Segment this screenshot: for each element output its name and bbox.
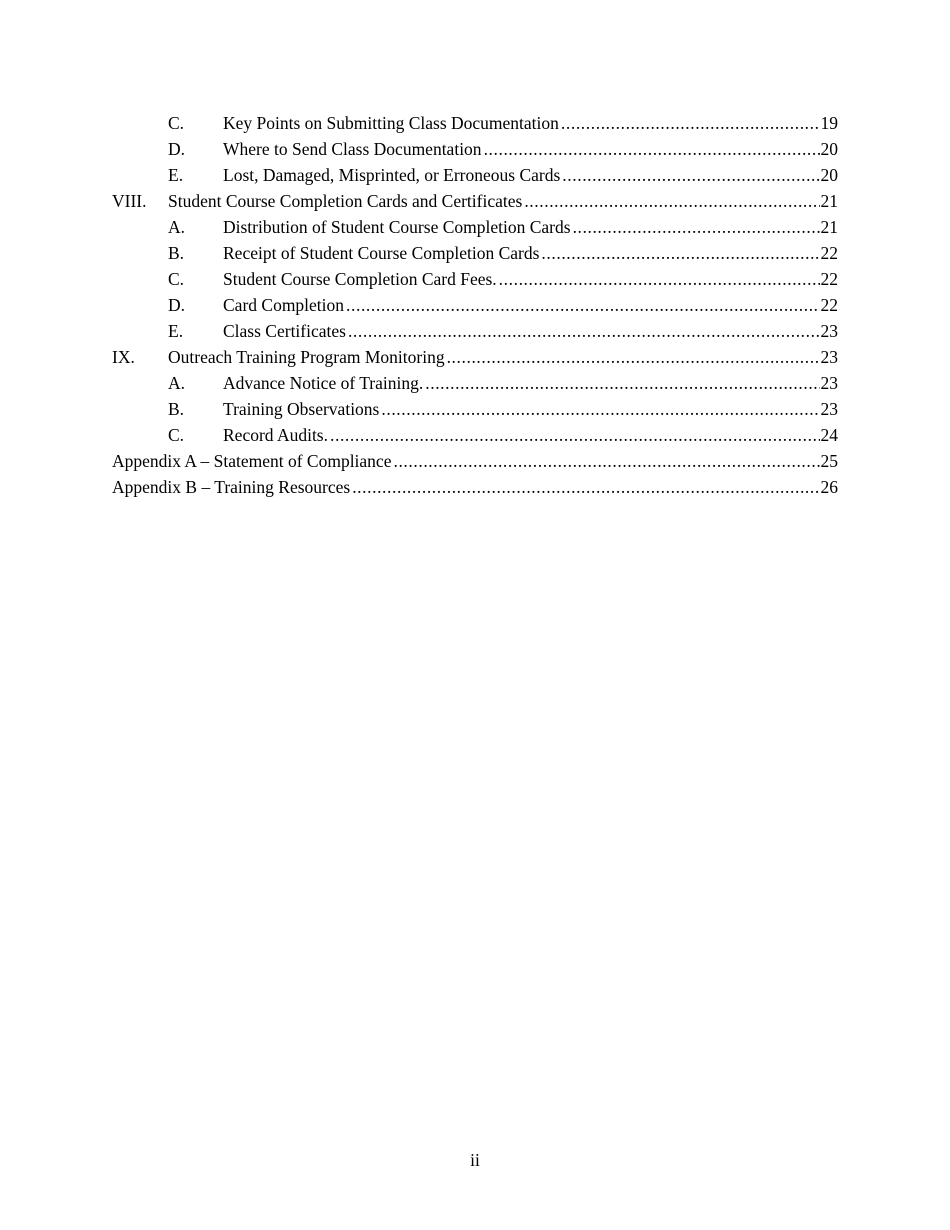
toc-entry[interactable] <box>112 370 838 396</box>
toc-dot-leader <box>425 370 819 396</box>
toc-entry-page[interactable]: 22 <box>820 266 839 292</box>
toc-entry-number: E. <box>168 165 184 185</box>
toc-entry[interactable] <box>112 396 838 422</box>
toc-section-number: VIII. <box>112 191 147 211</box>
toc-entry-number: C. <box>168 113 185 133</box>
toc-entry-page[interactable]: 21 <box>820 188 839 214</box>
toc-section-entry[interactable] <box>112 188 838 214</box>
toc-dot-leader <box>381 396 819 422</box>
toc-entry[interactable] <box>112 214 838 240</box>
toc-dot-leader <box>541 240 819 266</box>
toc-appendix-entry[interactable] <box>112 448 838 474</box>
toc-entry[interactable] <box>112 266 838 292</box>
toc-entry-title[interactable]: Key Points on Submitting Class Documentation <box>223 110 561 136</box>
toc-entry-page[interactable]: 24 <box>820 422 839 448</box>
toc-entry-title[interactable]: Record Audits. <box>223 422 330 448</box>
toc-entry-number: E. <box>168 321 184 341</box>
toc-entry-page[interactable]: 23 <box>820 370 839 396</box>
toc-entry-title[interactable]: Where to Send Class Documentation <box>223 136 484 162</box>
toc-dot-leader <box>447 344 820 370</box>
toc-dot-leader <box>346 292 819 318</box>
toc-entry-title[interactable]: Advance Notice of Training. <box>223 370 425 396</box>
toc-dot-leader <box>561 110 820 136</box>
toc-dot-leader <box>484 136 820 162</box>
toc-dot-leader <box>352 474 819 500</box>
toc-section-number: IX. <box>112 347 135 367</box>
toc-entry-page[interactable]: 26 <box>820 474 839 500</box>
toc-dot-leader <box>330 422 820 448</box>
toc-entry-number: B. <box>168 243 185 263</box>
toc-entry-page[interactable]: 22 <box>820 240 839 266</box>
toc-entry-page[interactable]: 19 <box>820 110 839 136</box>
toc-entry-title[interactable]: Class Certificates <box>223 318 348 344</box>
toc-dot-leader <box>573 214 820 240</box>
toc-entry-number: B. <box>168 399 185 419</box>
toc-appendix-title[interactable]: Appendix A – Statement of Compliance <box>112 448 393 474</box>
toc-entry-page[interactable]: 20 <box>820 136 839 162</box>
toc-dot-leader <box>562 162 819 188</box>
toc-entry-title[interactable]: Training Observations <box>223 396 381 422</box>
toc-entry-title[interactable]: Student Course Completion Card Fees. <box>223 266 499 292</box>
toc-entry-page[interactable]: 23 <box>820 318 839 344</box>
toc-entry-title[interactable]: Lost, Damaged, Misprinted, or Erroneous Cards <box>223 162 562 188</box>
toc-entry-number: A. <box>168 217 186 237</box>
toc-entry-page[interactable]: 23 <box>820 344 839 370</box>
toc-entry-page[interactable]: 22 <box>820 292 839 318</box>
toc-entry-title[interactable]: Card Completion <box>223 292 346 318</box>
table-of-contents <box>112 110 838 500</box>
toc-entry-number: D. <box>168 295 186 315</box>
toc-section-title[interactable]: Student Course Completion Cards and Certificates <box>168 188 524 214</box>
toc-entry[interactable] <box>112 162 838 188</box>
page-number: ii <box>470 1150 480 1170</box>
toc-entry-page[interactable]: 21 <box>820 214 839 240</box>
toc-entry[interactable] <box>112 240 838 266</box>
toc-entry-page[interactable]: 20 <box>820 162 839 188</box>
toc-entry[interactable] <box>112 422 838 448</box>
toc-dot-leader <box>499 266 820 292</box>
toc-entry-title[interactable]: Receipt of Student Course Completion Cards <box>223 240 541 266</box>
toc-entry-page[interactable]: 25 <box>820 448 839 474</box>
toc-entry[interactable] <box>112 318 838 344</box>
toc-entry-number: C. <box>168 269 185 289</box>
toc-dot-leader <box>348 318 820 344</box>
toc-entry-number: A. <box>168 373 186 393</box>
toc-section-title[interactable]: Outreach Training Program Monitoring <box>168 344 447 370</box>
toc-entry-page[interactable]: 23 <box>820 396 839 422</box>
toc-entry[interactable] <box>112 292 838 318</box>
toc-entry-title[interactable]: Distribution of Student Course Completion Cards <box>223 214 573 240</box>
toc-section-entry[interactable] <box>112 344 838 370</box>
toc-appendix-entry[interactable] <box>112 474 838 500</box>
toc-entry[interactable] <box>112 136 838 162</box>
toc-dot-leader <box>393 448 819 474</box>
toc-entry[interactable] <box>112 110 838 136</box>
toc-dot-leader <box>524 188 819 214</box>
toc-entry-number: C. <box>168 425 185 445</box>
toc-appendix-title[interactable]: Appendix B – Training Resources <box>112 474 352 500</box>
toc-entry-number: D. <box>168 139 186 159</box>
